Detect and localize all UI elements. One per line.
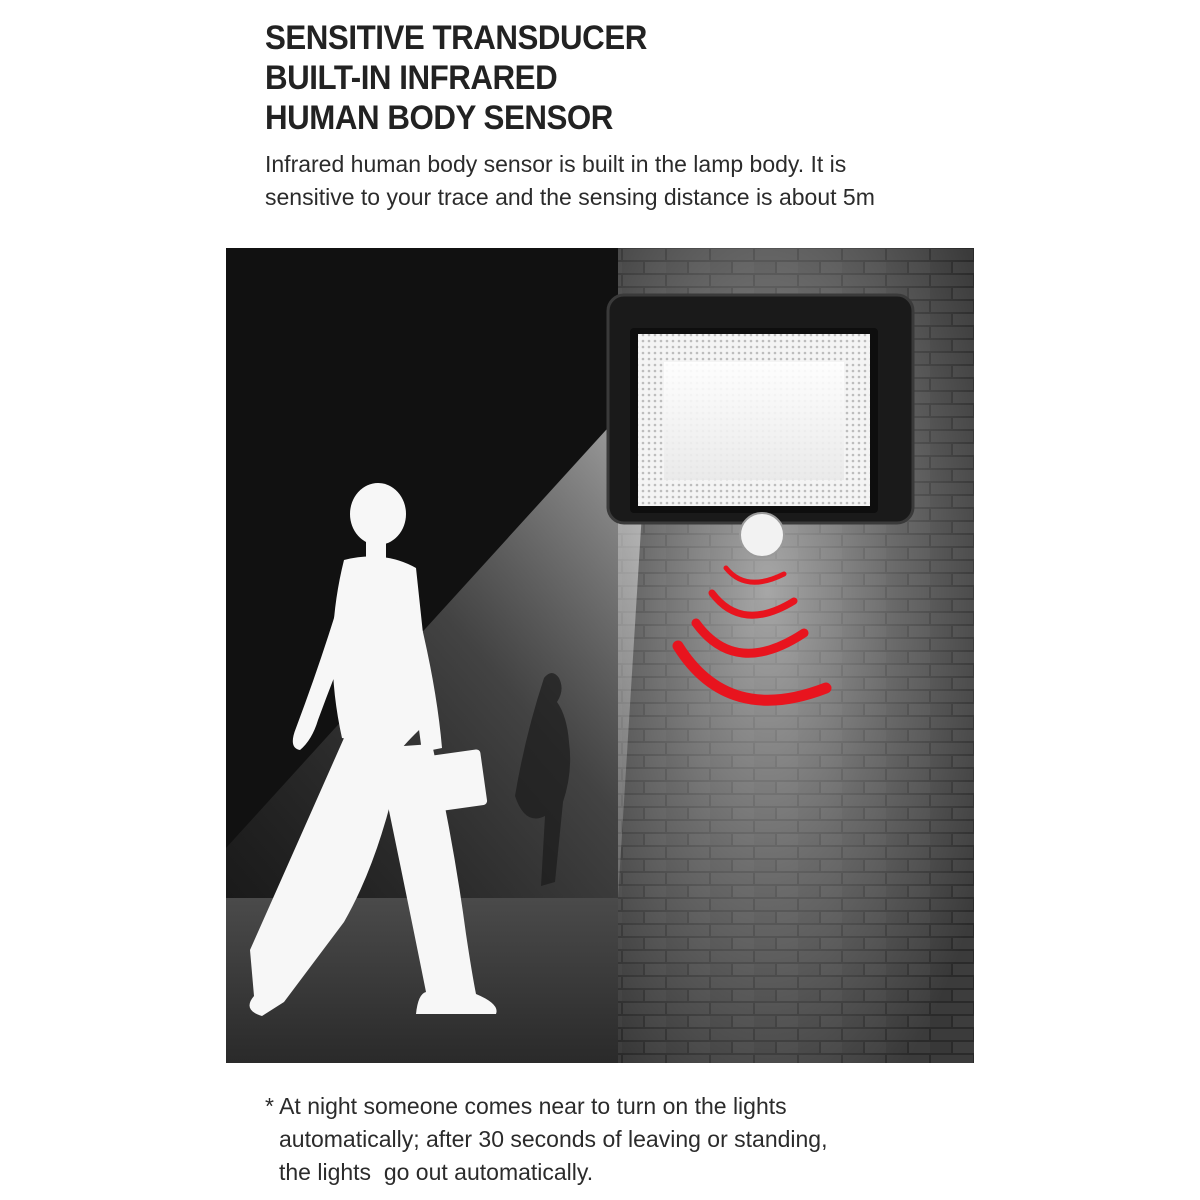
pir-sensor-icon [740, 513, 784, 557]
footnote-line-2: automatically; after 30 seconds of leaving or standing, [279, 1126, 828, 1152]
description-line-1: Infrared human body sensor is built in the lamp body. It is [265, 151, 847, 177]
description [265, 148, 965, 214]
footnote-line-1: * At night someone comes near to turn on the lights [265, 1093, 787, 1119]
headline [265, 18, 647, 138]
night-scene [226, 248, 974, 1063]
headline-line-3: HUMAN BODY SENSOR [265, 99, 613, 137]
solar-lamp [608, 295, 913, 557]
description-line-2: sensitive to your trace and the sensing distance is about 5m [265, 184, 875, 210]
headline-line-2: BUILT-IN INFRARED [265, 59, 558, 97]
footnote-line-3: the lights go out automatically. [279, 1159, 594, 1185]
footnote [265, 1090, 965, 1189]
headline-line-1: SENSITIVE TRANSDUCER [265, 19, 647, 57]
product-illustration [226, 248, 974, 1063]
